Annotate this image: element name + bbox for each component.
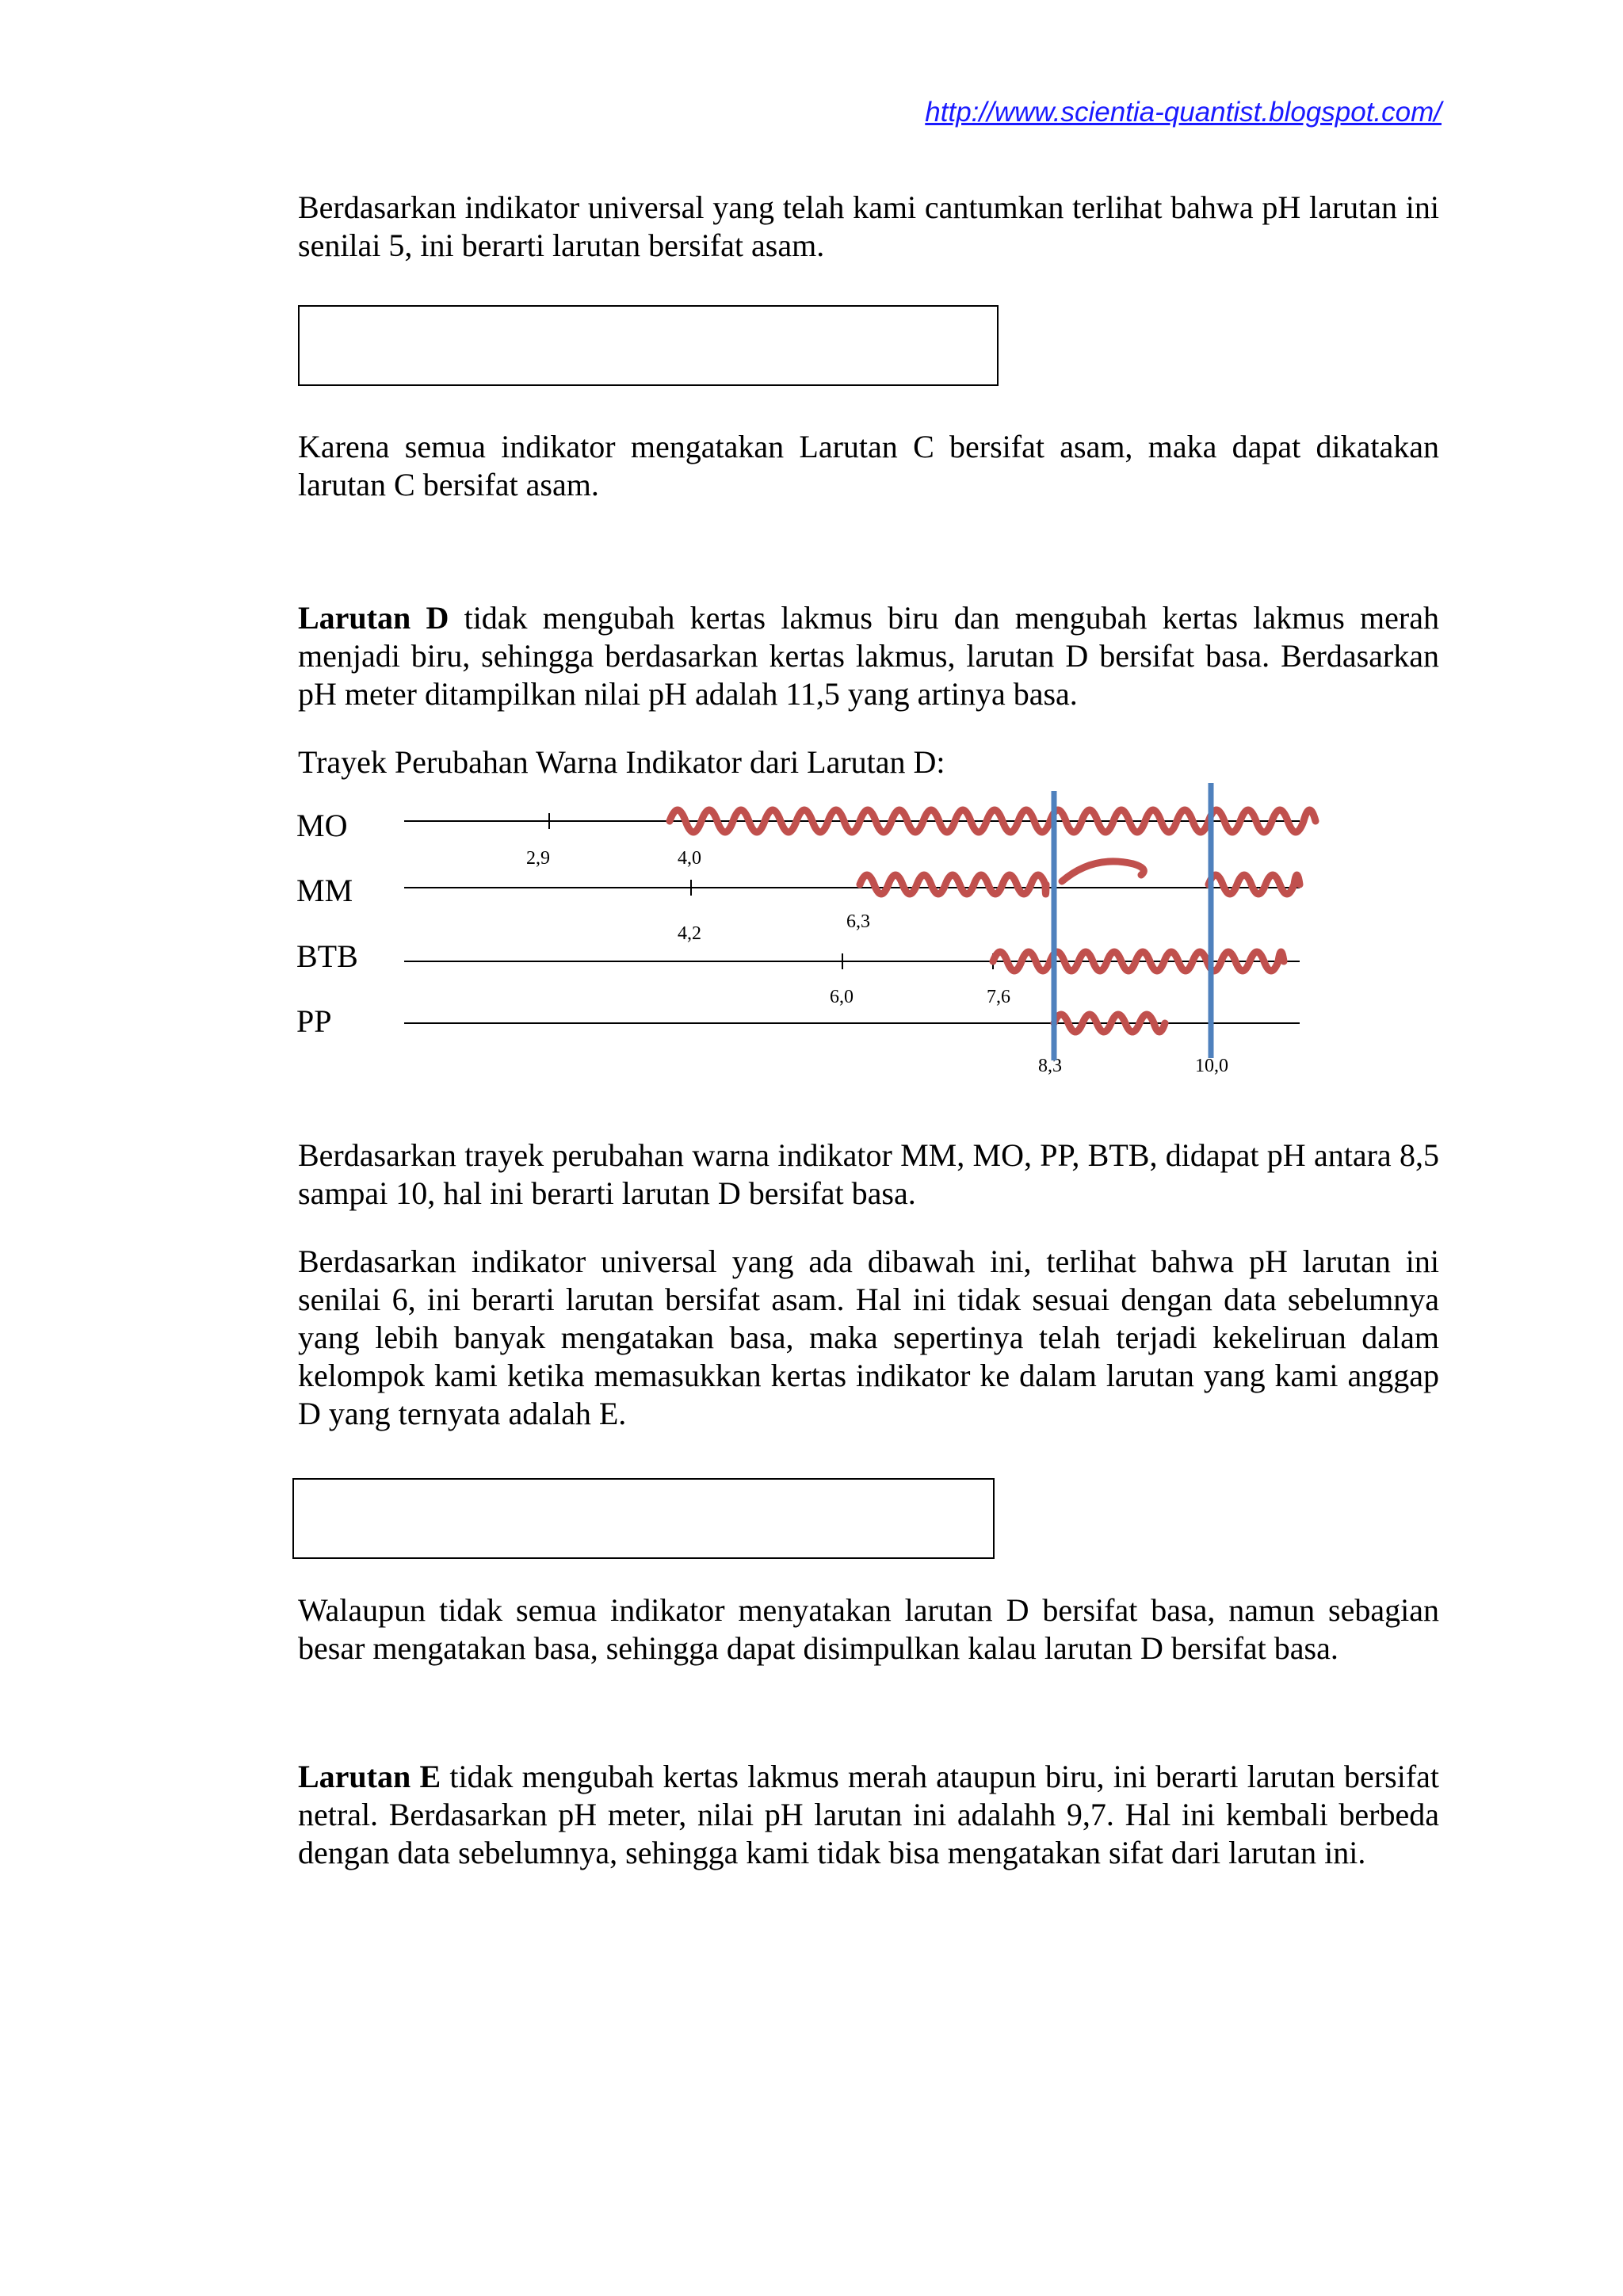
paragraph-solution-e bbox=[298, 1758, 1439, 1872]
paragraph-range-conclusion-d: Berdasarkan trayek perubahan warna indikator MM, MO, PP, BTB, didapat pH antara 8,5 sampai 10, hal ini berarti larutan D bersifat basa. bbox=[298, 1137, 1439, 1211]
mm-tick-label-4-2: 4,2 bbox=[678, 923, 701, 944]
pp-tick-label-8-3: 8,3 bbox=[1038, 1056, 1062, 1076]
pp-tick-label-10-0: 10,0 bbox=[1195, 1056, 1228, 1076]
mm-color-change-wave-left bbox=[860, 875, 1046, 894]
mm-tick-label-6-3: 6,3 bbox=[846, 911, 870, 932]
paragraph-conclusion-c: Karena semua indikator mengatakan Larutan C bersifat asam, maka dapat dikatakan larutan C bersifat asam. bbox=[298, 429, 1439, 502]
mm-color-change-wave-right bbox=[1209, 875, 1300, 894]
solution-d-heading: Larutan D bbox=[298, 600, 449, 636]
mo-tick-label-2-9: 2,9 bbox=[526, 848, 550, 869]
solution-d-text: tidak mengubah kertas lakmus biru dan mengubah kertas lakmus merah menjadi biru, sehingga berdasarkan kertas lakmus, larutan D bersifat basa. Berdasarkan pH meter ditampilkan nilai pH adalah 11,5 yang artinya basa. bbox=[298, 600, 1439, 712]
universal-indicator-image-d bbox=[292, 1478, 995, 1559]
solution-e-heading: Larutan E bbox=[298, 1759, 441, 1794]
mo-tick-label-4-0: 4,0 bbox=[678, 848, 701, 869]
diagram-caption: Trayek Perubahan Warna Indikator dari Larutan D: bbox=[298, 744, 945, 780]
indicator-label-mm: MM bbox=[296, 873, 353, 908]
blog-url-link[interactable]: http://www.scientia-quantist.blogspot.com/ bbox=[925, 97, 1442, 128]
paragraph-conclusion-d: Walaupun tidak semua indikator menyatakan larutan D bersifat basa, namun sebagian besar mengatakan basa, sehingga dapat disimpulkan kalau larutan D bersifat basa. bbox=[298, 1592, 1439, 1666]
paragraph-universal-indicator-c: Berdasarkan indikator universal yang telah kami cantumkan terlihat bahwa pH larutan ini senilai 5, ini berarti larutan bersifat asam. bbox=[298, 189, 1439, 263]
paragraph-universal-indicator-d: Berdasarkan indikator universal yang ada dibawah ini, terlihat bahwa pH larutan ini senilai 6, ini berarti larutan bersifat asam. Hal ini tidak sesuai dengan data sebelumnya yang lebih banyak mengatakan basa, maka sepertinya telah terjadi kekeliruan dalam kelompok kami ketika memasukkan kertas indikator ke dalam larutan yang kami anggap D yang ternyata adalah E. bbox=[298, 1244, 1439, 1431]
solution-e-text: tidak mengubah kertas lakmus merah ataupun biru, ini berarti larutan bersifat netral. Berdasarkan pH meter, nilai pH larutan ini adalahh 9,7. Hal ini kembali berbeda dengan data sebelumnya, sehingga kami tidak bisa mengatakan sifat dari larutan ini. bbox=[298, 1759, 1439, 1870]
btb-tick-label-7-6: 7,6 bbox=[987, 987, 1010, 1007]
indicator-label-pp: PP bbox=[296, 1003, 332, 1039]
indicator-label-btb: BTB bbox=[296, 938, 358, 974]
mm-color-change-hump bbox=[1062, 861, 1144, 881]
indicator-label-mo: MO bbox=[296, 808, 348, 843]
btb-tick-label-6-0: 6,0 bbox=[830, 987, 854, 1007]
